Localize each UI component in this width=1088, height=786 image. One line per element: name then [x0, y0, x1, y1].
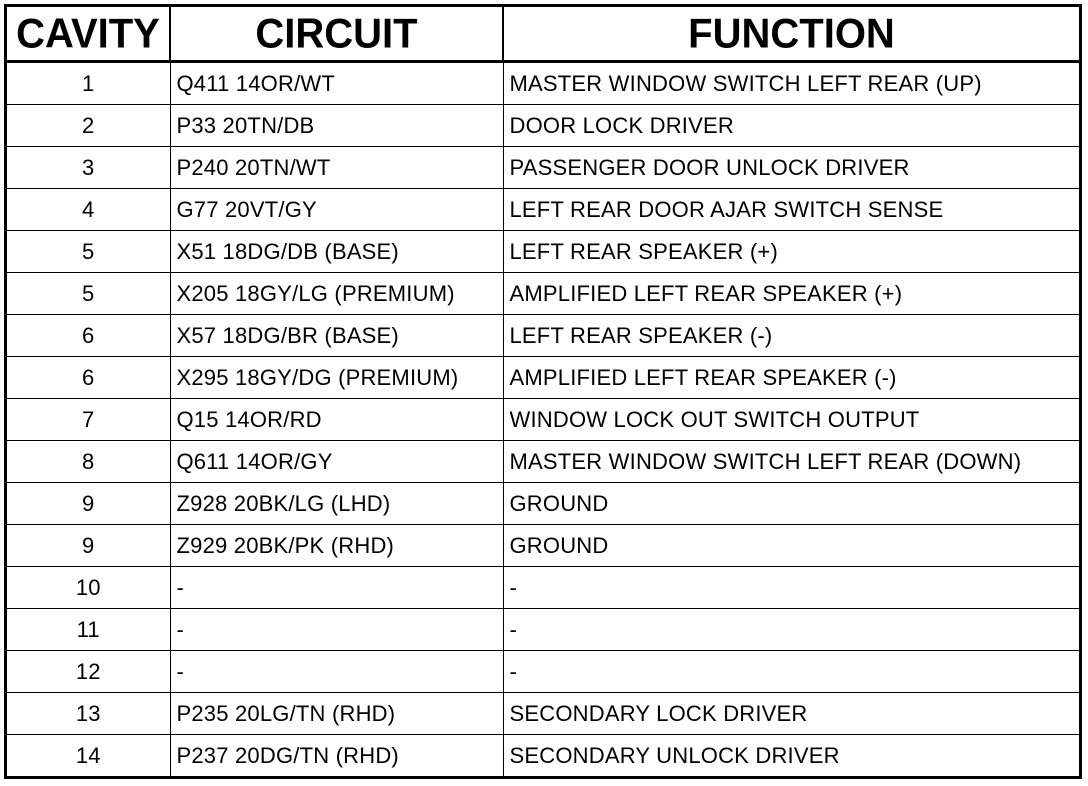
pinout-table-header	[7, 7, 1079, 62]
function-cell: AMPLIFIED LEFT REAR SPEAKER (-)	[503, 357, 1079, 399]
cavity-cell: 5	[7, 273, 170, 315]
cavity-cell: 8	[7, 441, 170, 483]
connector-pinout-sheet	[4, 4, 1082, 779]
cavity-column-header	[7, 7, 170, 62]
table-row	[7, 105, 1079, 147]
circuit-cell: P240 20TN/WT	[170, 147, 503, 189]
function-cell: LEFT REAR DOOR AJAR SWITCH SENSE	[503, 189, 1079, 231]
function-cell: WINDOW LOCK OUT SWITCH OUTPUT	[503, 399, 1079, 441]
function-cell: LEFT REAR SPEAKER (+)	[503, 231, 1079, 273]
cavity-cell: 6	[7, 357, 170, 399]
function-cell: PASSENGER DOOR UNLOCK DRIVER	[503, 147, 1079, 189]
cavity-header-label: CAVITY	[16, 10, 160, 57]
circuit-header-label: CIRCUIT	[255, 10, 418, 57]
function-cell: MASTER WINDOW SWITCH LEFT REAR (DOWN)	[503, 441, 1079, 483]
function-cell: SECONDARY LOCK DRIVER	[503, 693, 1079, 735]
table-row	[7, 357, 1079, 399]
cavity-cell: 11	[7, 609, 170, 651]
function-cell: MASTER WINDOW SWITCH LEFT REAR (UP)	[503, 62, 1079, 105]
table-row	[7, 62, 1079, 105]
table-row	[7, 609, 1079, 651]
circuit-cell: P235 20LG/TN (RHD)	[170, 693, 503, 735]
cavity-cell: 13	[7, 693, 170, 735]
cavity-cell: 10	[7, 567, 170, 609]
circuit-cell: Q15 14OR/RD	[170, 399, 503, 441]
circuit-cell: X51 18DG/DB (BASE)	[170, 231, 503, 273]
cavity-cell: 1	[7, 62, 170, 105]
circuit-cell: Q411 14OR/WT	[170, 62, 503, 105]
table-row	[7, 525, 1079, 567]
table-row	[7, 147, 1079, 189]
cavity-cell: 6	[7, 315, 170, 357]
circuit-cell: X295 18GY/DG (PREMIUM)	[170, 357, 503, 399]
cavity-cell: 2	[7, 105, 170, 147]
table-row	[7, 441, 1079, 483]
header-row	[7, 7, 1079, 62]
circuit-cell: -	[170, 651, 503, 693]
table-row	[7, 399, 1079, 441]
circuit-cell: -	[170, 609, 503, 651]
table-row	[7, 735, 1079, 777]
circuit-cell: X57 18DG/BR (BASE)	[170, 315, 503, 357]
circuit-cell: G77 20VT/GY	[170, 189, 503, 231]
function-cell: DOOR LOCK DRIVER	[503, 105, 1079, 147]
cavity-cell: 14	[7, 735, 170, 777]
table-row	[7, 273, 1079, 315]
cavity-cell: 7	[7, 399, 170, 441]
table-row	[7, 651, 1079, 693]
table-row	[7, 693, 1079, 735]
table-row	[7, 189, 1079, 231]
circuit-cell: -	[170, 567, 503, 609]
cavity-cell: 12	[7, 651, 170, 693]
function-cell: GROUND	[503, 483, 1079, 525]
function-cell: -	[503, 567, 1079, 609]
cavity-cell: 3	[7, 147, 170, 189]
cavity-cell: 4	[7, 189, 170, 231]
circuit-cell: P237 20DG/TN (RHD)	[170, 735, 503, 777]
cavity-cell: 9	[7, 483, 170, 525]
function-cell: AMPLIFIED LEFT REAR SPEAKER (+)	[503, 273, 1079, 315]
circuit-cell: Z928 20BK/LG (LHD)	[170, 483, 503, 525]
table-row	[7, 483, 1079, 525]
pinout-table-body	[7, 62, 1079, 777]
table-row	[7, 231, 1079, 273]
cavity-cell: 5	[7, 231, 170, 273]
cavity-cell: 9	[7, 525, 170, 567]
function-header-label: FUNCTION	[688, 10, 895, 57]
function-cell: SECONDARY UNLOCK DRIVER	[503, 735, 1079, 777]
function-cell: GROUND	[503, 525, 1079, 567]
circuit-cell: P33 20TN/DB	[170, 105, 503, 147]
circuit-cell: Z929 20BK/PK (RHD)	[170, 525, 503, 567]
pinout-table	[7, 7, 1079, 776]
circuit-cell: X205 18GY/LG (PREMIUM)	[170, 273, 503, 315]
function-column-header	[503, 7, 1079, 62]
function-cell: LEFT REAR SPEAKER (-)	[503, 315, 1079, 357]
circuit-column-header	[170, 7, 503, 62]
function-cell: -	[503, 609, 1079, 651]
table-row	[7, 315, 1079, 357]
circuit-cell: Q611 14OR/GY	[170, 441, 503, 483]
function-cell: -	[503, 651, 1079, 693]
table-row	[7, 567, 1079, 609]
